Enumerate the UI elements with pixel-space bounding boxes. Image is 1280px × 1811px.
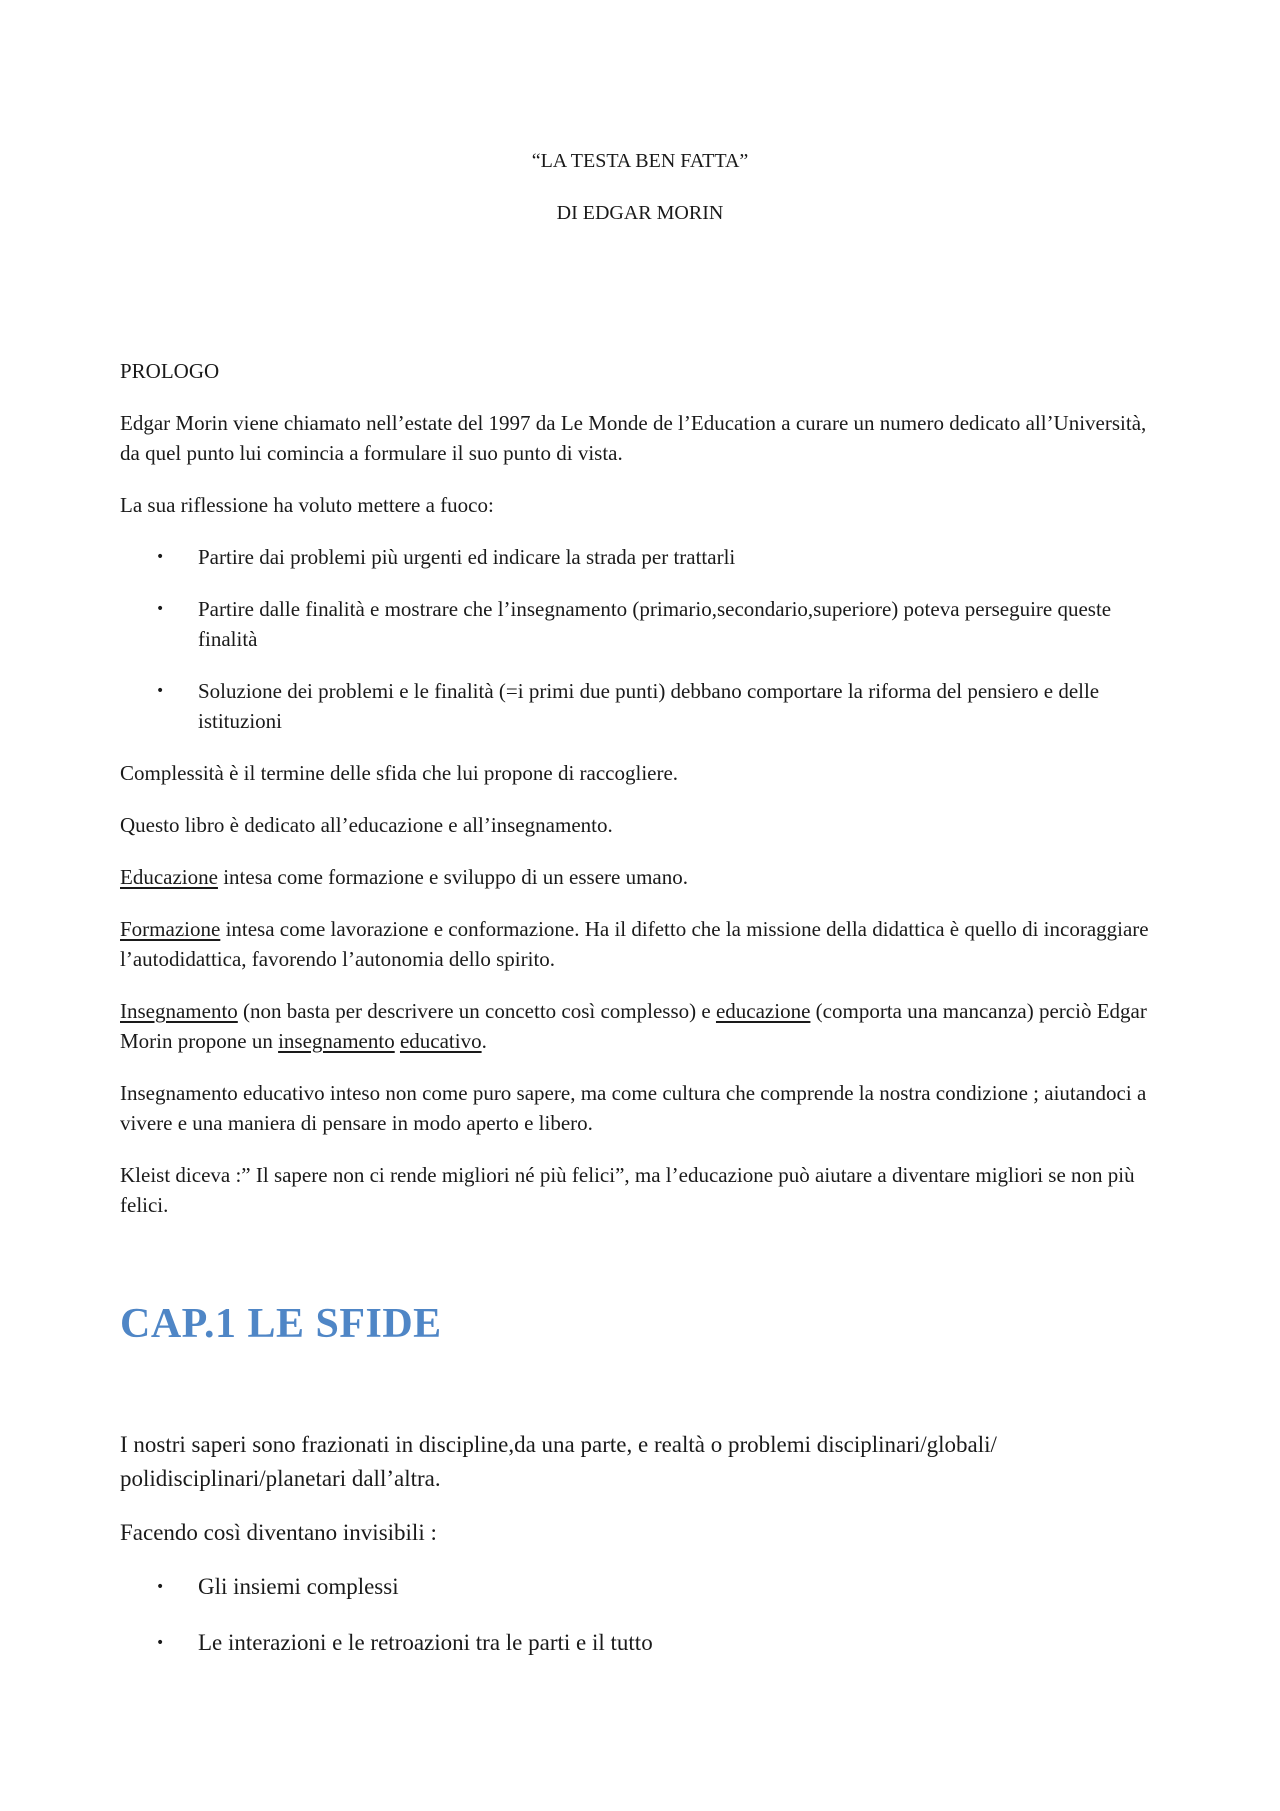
insegnamento-educativo-paragraph: Insegnamento educativo inteso non come puro sapere, ma come cultura che comprende la nostra condizione ; aiutandoci a vivere e una maniera di pensare in modo aperto e libero. [120, 1081, 1147, 1135]
list-item-text: Partire dai problemi più urgenti ed indicare la strada per trattarli [198, 545, 736, 569]
insegnamento-text-1: (non basta per descrivere un concetto così complesso) e [237, 999, 716, 1023]
saperi-paragraph: I nostri saperi sono frazionati in discipline,da una parte, e realtà o problemi disciplinari/globali/ polidisciplinari/planetari dall’altra. [120, 1432, 997, 1491]
bullet-icon: • [156, 1579, 165, 1595]
kleist-paragraph: Kleist diceva :” Il sapere non ci rende migliori né più felici”, ma l’educazione può aiutare a diventare migliori se non più felici. [120, 1163, 1135, 1217]
formazione-term: Formazione [120, 917, 221, 941]
insegnamento-paragraph [120, 996, 1170, 1056]
bullet-icon: • [156, 1635, 165, 1651]
list-item [120, 594, 1170, 654]
prologo-heading: PROLOGO [120, 359, 220, 383]
educazione-term: Educazione [120, 865, 218, 889]
bullet-icon: • [156, 601, 165, 617]
list-item-text: Soluzione dei problemi e le finalità (=i primi due punti) debbano comportare la riforma del pensiero e delle istituzioni [198, 679, 1100, 733]
prologo-intro: Edgar Morin viene chiamato nell’estate del 1997 da Le Monde de l’Education a curare un numero dedicato all’Università, da quel punto lui comincia a formulare il suo punto di vista. [120, 411, 1147, 465]
educazione-paragraph [120, 862, 1170, 892]
educativo-term: educativo [399, 1029, 482, 1053]
educazione-definition: intesa come formazione e sviluppo di un essere umano. [217, 865, 688, 889]
list-item-text: Le interazioni e le retroazioni tra le parti e il tutto [198, 1630, 653, 1655]
educazione-term-2: educazione [715, 999, 811, 1023]
formazione-paragraph [120, 914, 1170, 974]
list-item-text: Partire dalle finalità e mostrare che l’insegnamento (primario,secondario,superiore) poteva perseguire queste finalità [198, 597, 1112, 651]
list-item-text: Gli insiemi complessi [198, 1574, 399, 1599]
bullet-icon: • [156, 683, 165, 699]
formazione-definition: intesa come lavorazione e conformazione. Ha il difetto che la missione della didattica è quello di incoraggiare l’autodidattica, favorendo l’autonomia dello spirito. [120, 917, 1149, 971]
libro-paragraph: Questo libro è dedicato all’educazione e all’insegnamento. [120, 813, 613, 837]
prologo-bullet-list [120, 542, 1170, 736]
insegnamento-term-2: insegnamento [278, 1029, 395, 1053]
insegnamento-term: Insegnamento [120, 999, 238, 1023]
invisibili-paragraph: Facendo così diventano invisibili : [120, 1520, 437, 1545]
insegnamento-text-2: (comporta una mancanza) perciò Edgar Morin propone un [120, 999, 1147, 1053]
insegnamento-end: . [481, 1029, 487, 1053]
list-item [120, 542, 1170, 572]
chapter-heading: CAP.1 LE SFIDE [120, 1301, 442, 1347]
chapter-bullet-list [120, 1570, 1170, 1660]
prologo-section [120, 356, 1170, 1220]
complessita-paragraph: Complessità è il termine delle sfida che lui propone di raccogliere. [120, 761, 679, 785]
bullet-icon: • [156, 549, 165, 565]
list-item [120, 1570, 1170, 1604]
list-item [120, 1626, 1170, 1660]
chapter-1-section [120, 1428, 1170, 1660]
document-title: “LA TESTA BEN FATTA” [531, 150, 749, 172]
prologo-focus-lead: La sua riflessione ha voluto mettere a fuoco: [120, 493, 494, 517]
document-author: DI EDGAR MORIN [556, 202, 724, 224]
list-item [120, 676, 1170, 736]
